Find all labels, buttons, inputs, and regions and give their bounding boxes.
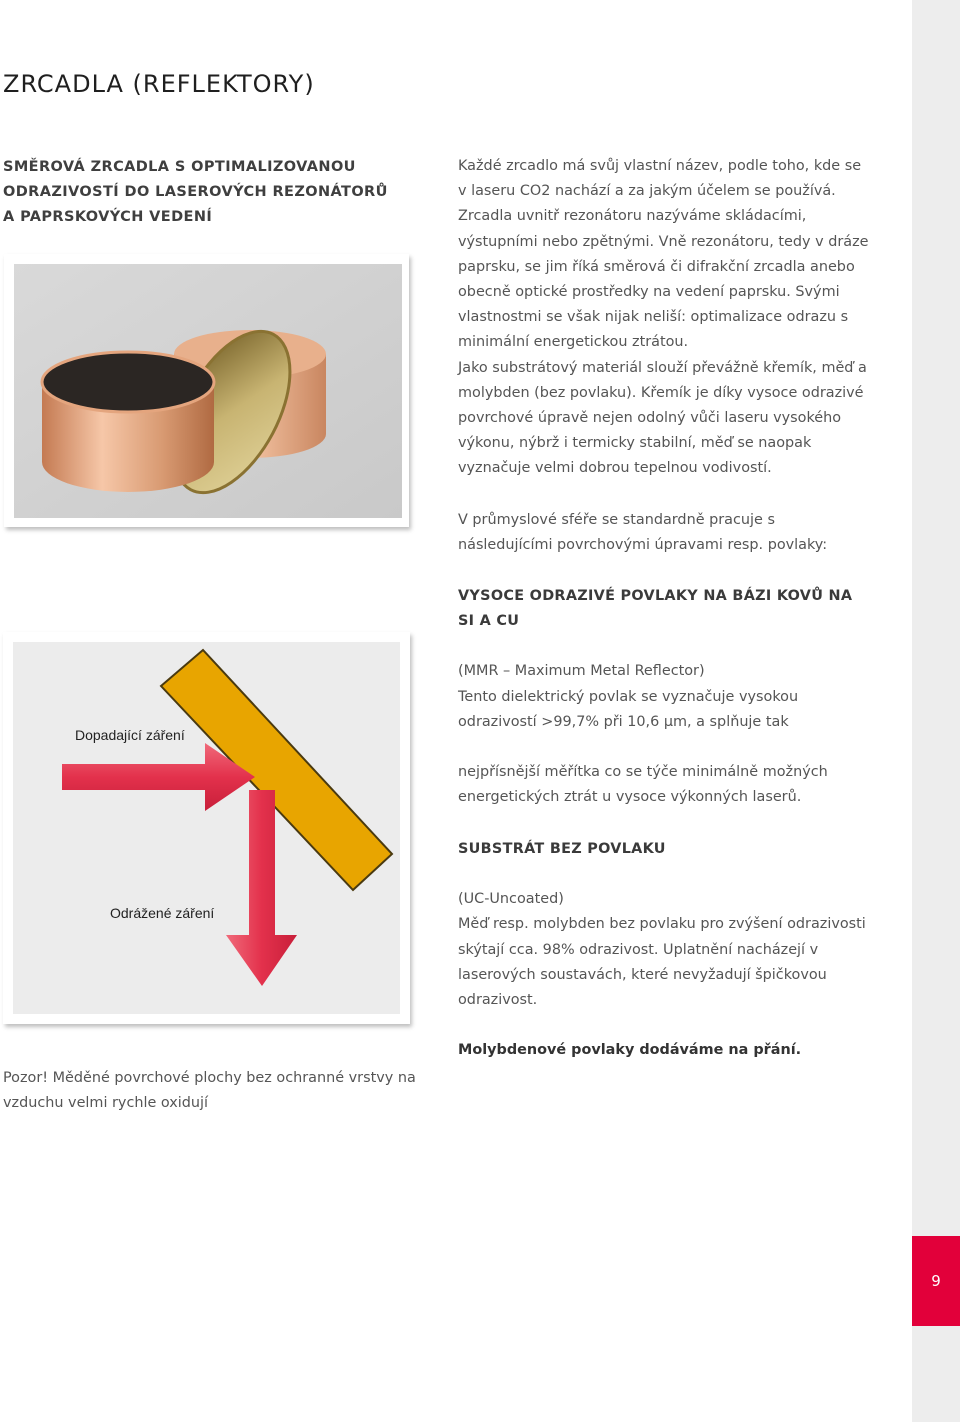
warning-text: Měděné povrchové plochy bez ochranné vrstvy na vzduchu velmi rychle oxidují <box>3 1070 416 1112</box>
page-number: 9 <box>931 1272 941 1290</box>
page-number-tab <box>912 1236 960 1326</box>
side-band <box>912 0 960 1422</box>
uc-paragraph-1: Měď resp. molybden bez povlaku pro zvýšení odrazivosti skýtají cca. 98% odrazivost. Uplatnění nacházejí v laserových soustavách, které nevyžadují špičkovou odrazivost. <box>458 916 866 1009</box>
incident-label: Dopadající záření <box>75 727 185 743</box>
section-mmr <box>458 584 870 810</box>
reflection-diagram <box>3 632 410 1024</box>
intro-text-3 <box>458 508 870 558</box>
mmr-name: (MMR – Maximum Metal Reflector) <box>458 663 705 680</box>
mmr-paragraph-2: nejpřísnější měřítka co se týče minimálně možných energetických ztrát u vysoce výkonných laserů. <box>458 764 828 806</box>
uc-heading: SUBSTRÁT BEZ POVLAKU <box>458 841 666 857</box>
uc-name: (UC-Uncoated) <box>458 891 564 908</box>
mirrors-photo-illustration <box>14 264 402 518</box>
mmr-heading: VYSOCE ODRAZIVÉ POVLAKY NA BÁZI KOVŮ NA SI A CU <box>458 588 853 630</box>
reflection-diagram-svg <box>3 632 410 1024</box>
warning-lead: Pozor! <box>3 1070 49 1086</box>
warning-note <box>3 1066 423 1116</box>
intro-paragraph-3: V průmyslové sféře se standardně pracuje s následujícími povrchovými úpravami resp. povlaky: <box>458 512 828 554</box>
intro-paragraph-2: Jako substrátový materiál slouží převážně křemík, měď a molybden (bez povlaku). Křemík je díky vysoce odrazivé povrchové úpravě nejen odolný vůči laseru vysokého výkonu, nýbrž i termicky stabilní, měď se naopak vyznačuje velmi dobrou tepelnou vodivostí. <box>458 359 867 477</box>
section-uc <box>458 837 870 1063</box>
mirrors-photo <box>4 254 409 527</box>
page-title: ZRCADLA (REFLEKTORY) <box>3 70 315 98</box>
mmr-paragraph-1: Tento dielektrický povlak se vyznačuje vysokou odrazivostí >99,7% při 10,6 µm, a splňuje tak <box>458 688 799 730</box>
intro-paragraph-1: Každé zrcadlo má svůj vlastní název, podle toho, kde se v laseru CO2 nachází a za jakým účelem se používá. Zrcadla uvnitř rezonátoru nazýváme skládacími, výstupními nebo zpětnými. Vně rezonátoru, tedy v dráze paprsku, se jim říká směrová či difrakční zrcadla anebo obecně optické prostředky na vedení paprsku. Svými vlastnostmi se však nijak neliší: optimalizace odrazu s minimální energetickou ztrátou. <box>458 158 869 351</box>
intro-text <box>458 154 870 482</box>
reflected-label: Odrážené záření <box>110 905 215 921</box>
uc-note: Molybdenové povlaky dodáváme na přání. <box>458 1042 802 1059</box>
section-subtitle: SMĚROVÁ ZRCADLA S OPTIMALIZOVANOU ODRAZIVOSTÍ DO LASEROVÝCH REZONÁTORŮ A PAPRSKOVÝCH VEDENÍ <box>3 159 388 225</box>
